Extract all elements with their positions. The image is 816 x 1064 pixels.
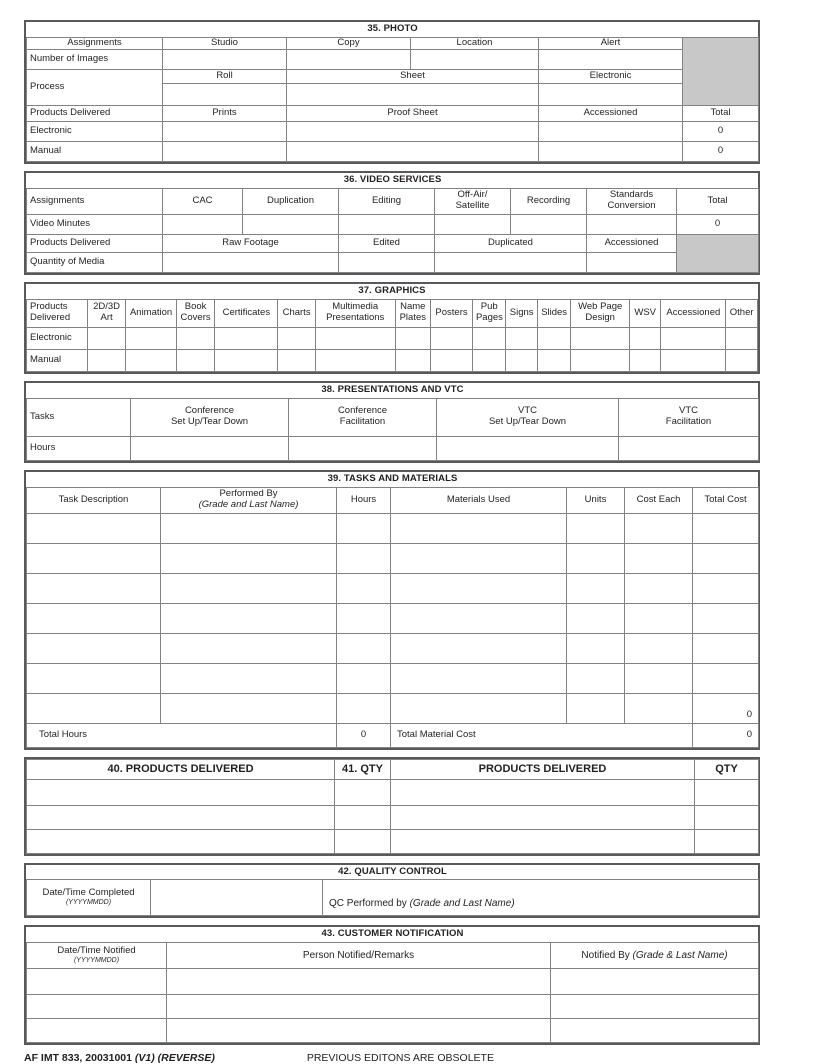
qc-performed-by-field[interactable] [323, 880, 759, 916]
graphics-cell-electronic-0[interactable] [87, 327, 126, 349]
tasks-cell-r6-c5[interactable] [625, 693, 693, 723]
notify-cell-r0-c0[interactable] [27, 969, 167, 995]
graphics-products-delivered-header [27, 299, 88, 327]
tasks-cell-r5-c2[interactable] [337, 663, 391, 693]
graphics-cell-manual-13[interactable] [661, 349, 726, 371]
video-shaded-block [677, 234, 759, 272]
graphics-col-3-l1: Certificates [222, 306, 271, 318]
tasks-total-hours-value: 0 [337, 723, 391, 747]
tasks-cell-r2-c4[interactable] [567, 573, 625, 603]
video-minutes-label: Video Minutes [27, 214, 163, 234]
tasks-cell-r5-c5[interactable] [625, 663, 693, 693]
notify-by-label: Notified By [581, 949, 633, 961]
tasks-cell-r1-c6[interactable] [693, 543, 759, 573]
notify-date-label-l2: (YYYYMMDD) [73, 957, 120, 965]
video-cell-minutes-standards[interactable] [587, 214, 677, 234]
tasks-cell-r6-c3[interactable] [391, 693, 567, 723]
tasks-row [27, 633, 759, 663]
tasks-cell-r1-c0[interactable] [27, 543, 161, 573]
photo-cell-images-copy[interactable] [287, 49, 411, 69]
photo-cell-process-electronic[interactable] [539, 83, 683, 105]
graphics-col-1 [126, 299, 176, 327]
products-col-delivered-title: PRODUCTS DELIVERED [391, 759, 695, 779]
photo-shaded-block [683, 37, 759, 105]
video-assignments-header: Assignments [27, 188, 163, 214]
tasks-cell-r2-c2[interactable] [337, 573, 391, 603]
graphics-cell-electronic-14[interactable] [726, 327, 758, 349]
graphics-col-13 [661, 299, 726, 327]
graphics-col-10-l1: Slides [541, 306, 568, 318]
presentations-tasks-label: Tasks [27, 398, 131, 436]
products-col-40-title: 40. PRODUCTS DELIVERED [27, 759, 335, 779]
section-37-title: 37. GRAPHICS [27, 284, 758, 299]
tasks-total-material-cost-label: Total Material Cost [391, 723, 693, 747]
photo-col-sheet: Sheet [287, 69, 539, 83]
qc-date-label-l1: Date/Time Completed [42, 887, 135, 899]
tasks-col-total-cost: Total Cost [693, 487, 759, 513]
video-col-offair-satellite [435, 188, 511, 214]
graphics-header-l2: Delivered [30, 312, 71, 324]
tasks-cell-r6-c0[interactable] [27, 693, 161, 723]
video-col-standards-l1: Standards [609, 189, 654, 201]
products-cell-r0-c2[interactable] [391, 779, 695, 805]
graphics-col-11-l2: Design [585, 312, 615, 324]
graphics-col-14-l1: Other [729, 306, 754, 318]
tasks-cell-r5-c1[interactable] [161, 663, 337, 693]
graphics-row-electronic-label: Electronic [27, 327, 88, 349]
graphics-cell-electronic-5[interactable] [315, 327, 395, 349]
notify-row [27, 969, 759, 995]
graphics-cell-electronic-9[interactable] [506, 327, 537, 349]
tasks-cell-r1-c3[interactable] [391, 543, 567, 573]
video-col-raw-footage: Raw Footage [163, 234, 339, 252]
tasks-row [27, 603, 759, 633]
photo-cell-electronic-accessioned[interactable] [539, 121, 683, 141]
graphics-col-9-l1: Signs [509, 306, 534, 318]
notify-cell-r1-c2[interactable] [551, 995, 759, 1019]
photo-cell-images-studio[interactable] [163, 49, 287, 69]
products-cell-r0-c0[interactable] [27, 779, 335, 805]
video-col-duplicated: Duplicated [435, 234, 587, 252]
graphics-cell-electronic-3[interactable] [215, 327, 278, 349]
video-col-edited: Edited [339, 234, 435, 252]
tasks-cell-r3-c1[interactable] [161, 603, 337, 633]
graphics-col-5-l2: Presentations [326, 312, 385, 324]
photo-cell-manual-prints[interactable] [163, 141, 287, 161]
products-row [27, 829, 759, 853]
photo-col-electronic: Electronic [539, 69, 683, 83]
graphics-col-0 [87, 299, 126, 327]
presentations-col-3-l1: VTC [679, 405, 698, 417]
video-col-total: Total [677, 188, 759, 214]
products-cell-r0-c3[interactable] [695, 779, 759, 805]
video-col-standards-conversion [587, 188, 677, 214]
photo-cell-process-roll[interactable] [163, 83, 287, 105]
notify-cell-r1-c0[interactable] [27, 995, 167, 1019]
video-cell-minutes-recording[interactable] [511, 214, 587, 234]
section-43-customer-notification [24, 925, 760, 1045]
video-col-cac [163, 188, 243, 214]
section-37-graphics [24, 282, 760, 374]
tasks-col-performed-by-l1: Performed By [219, 488, 278, 500]
products-col-qty-title: QTY [695, 759, 759, 779]
video-cell-qty-accessioned[interactable] [587, 252, 677, 272]
graphics-col-2-l2: Covers [180, 312, 211, 324]
tasks-cell-r0-c1[interactable] [161, 513, 337, 543]
tasks-cell-r1-c1[interactable] [161, 543, 337, 573]
section-42-quality-control [24, 863, 760, 919]
notify-row [27, 1019, 759, 1043]
graphics-cell-manual-1[interactable] [126, 349, 176, 371]
presentations-col-vtc-facilitation [619, 398, 759, 436]
tasks-cell-r4-c2[interactable] [337, 633, 391, 663]
photo-cell-electronic-prints[interactable] [163, 121, 287, 141]
photo-col-roll: Roll [163, 69, 287, 83]
tasks-cell-r3-c4[interactable] [567, 603, 625, 633]
graphics-col-9 [506, 299, 537, 327]
photo-cell-images-alert[interactable] [539, 49, 683, 69]
graphics-cell-electronic-7[interactable] [431, 327, 473, 349]
graphics-col-7 [431, 299, 473, 327]
graphics-col-6 [395, 299, 431, 327]
tasks-cell-r4-c0[interactable] [27, 633, 161, 663]
products-cell-r1-c3[interactable] [695, 805, 759, 829]
graphics-cell-electronic-1[interactable] [126, 327, 176, 349]
presentations-hours-label: Hours [27, 436, 131, 460]
tasks-cell-r1-c2[interactable] [337, 543, 391, 573]
form-footer [24, 1052, 760, 1064]
tasks-cell-r3-c6[interactable] [693, 603, 759, 633]
qc-performed-by-hint: (Grade and Last Name) [409, 897, 515, 909]
graphics-cell-manual-5[interactable] [315, 349, 395, 371]
graphics-header-l1: Products [30, 301, 68, 313]
video-cell-qty-duplicated[interactable] [435, 252, 587, 272]
notify-row [27, 995, 759, 1019]
tasks-cell-r2-c0[interactable] [27, 573, 161, 603]
presentations-cell-vtc-setup[interactable] [437, 436, 619, 460]
tasks-row [27, 693, 759, 723]
tasks-cell-r2-c3[interactable] [391, 573, 567, 603]
section-39-title: 39. TASKS AND MATERIALS [27, 472, 759, 487]
video-col-accessioned: Accessioned [587, 234, 677, 252]
video-col-offair-l2: Satellite [455, 200, 490, 212]
tasks-cell-r2-c6[interactable] [693, 573, 759, 603]
graphics-col-8 [472, 299, 506, 327]
graphics-cell-electronic-10[interactable] [537, 327, 571, 349]
tasks-cell-r6-c2[interactable] [337, 693, 391, 723]
tasks-cell-r4-c4[interactable] [567, 633, 625, 663]
graphics-col-11 [571, 299, 630, 327]
tasks-cell-r2-c1[interactable] [161, 573, 337, 603]
video-cell-qty-edited[interactable] [339, 252, 435, 272]
graphics-col-7-l1: Posters [435, 306, 468, 318]
section-38-title: 38. PRESENTATIONS AND VTC [27, 383, 759, 398]
tasks-row [27, 543, 759, 573]
graphics-cell-manual-8[interactable] [472, 349, 506, 371]
graphics-cell-manual-9[interactable] [506, 349, 537, 371]
tasks-row [27, 663, 759, 693]
tasks-cell-r4-c5[interactable] [625, 633, 693, 663]
tasks-cell-r3-c3[interactable] [391, 603, 567, 633]
qc-performed-by-label: QC Performed by [329, 897, 410, 909]
tasks-cell-r4-c3[interactable] [391, 633, 567, 663]
graphics-cell-electronic-6[interactable] [395, 327, 431, 349]
graphics-col-14 [726, 299, 758, 327]
graphics-cell-manual-10[interactable] [537, 349, 571, 371]
photo-process-label: Process [27, 69, 163, 105]
tasks-cell-r0-c3[interactable] [391, 513, 567, 543]
presentations-col-1-l1: Conference [337, 405, 388, 417]
graphics-cell-electronic-11[interactable] [571, 327, 630, 349]
graphics-col-4 [278, 299, 316, 327]
notify-date-time-label [27, 943, 167, 969]
tasks-total-material-cost-value: 0 [693, 723, 759, 747]
graphics-col-5 [315, 299, 395, 327]
notify-date-label-l1: Date/Time Notified [57, 945, 136, 957]
photo-cell-images-location[interactable] [411, 49, 539, 69]
graphics-col-3 [215, 299, 278, 327]
section-43-title: 43. CUSTOMER NOTIFICATION [27, 927, 759, 942]
graphics-cell-electronic-4[interactable] [278, 327, 316, 349]
graphics-col-0-l1: 2D/3D [93, 301, 121, 313]
notify-person-remarks-header [167, 943, 551, 969]
photo-cell-manual-proof[interactable] [287, 141, 539, 161]
graphics-cell-manual-0[interactable] [87, 349, 126, 371]
photo-products-delivered-label: Products Delivered [27, 105, 163, 121]
video-cell-minutes-offair[interactable] [435, 214, 511, 234]
video-cell-minutes-duplication[interactable] [243, 214, 339, 234]
tasks-row [27, 573, 759, 603]
footer-obsolete-notice: PREVIOUS EDITONS ARE OBSOLETE [306, 1052, 494, 1064]
graphics-row-manual-label: Manual [27, 349, 88, 371]
graphics-col-0-l2: Art [100, 312, 113, 324]
photo-col-proof-sheet: Proof Sheet [287, 105, 539, 121]
qc-date-time-completed-field[interactable] [151, 880, 323, 916]
photo-col-studio: Studio [163, 37, 287, 49]
products-cell-r1-c2[interactable] [391, 805, 695, 829]
tasks-cell-r3-c0[interactable] [27, 603, 161, 633]
tasks-cell-r5-c4[interactable] [567, 663, 625, 693]
presentations-col-2-l2: Set Up/Tear Down [488, 416, 567, 428]
tasks-col-performed-by [161, 487, 337, 513]
graphics-col-2 [176, 299, 215, 327]
tasks-cell-r6-c4[interactable] [567, 693, 625, 723]
presentations-col-2-l1: VTC [518, 405, 537, 417]
products-cell-r1-c0[interactable] [27, 805, 335, 829]
photo-col-alert: Alert [539, 37, 683, 49]
tasks-cell-r0-c2[interactable] [337, 513, 391, 543]
graphics-col-4-l1: Charts [282, 306, 311, 318]
section-36-video-services [24, 171, 760, 275]
video-cell-minutes-cac[interactable] [163, 214, 243, 234]
tasks-cell-r6-c1[interactable] [161, 693, 337, 723]
tasks-last-row-total-cost: 0 [693, 693, 759, 723]
section-40-products-delivered [24, 757, 760, 856]
notify-cell-r0-c1[interactable] [167, 969, 551, 995]
graphics-cell-electronic-13[interactable] [661, 327, 726, 349]
tasks-col-cost-each: Cost Each [625, 487, 693, 513]
products-cell-r2-c3[interactable] [695, 829, 759, 853]
graphics-col-10 [537, 299, 571, 327]
tasks-cell-r4-c6[interactable] [693, 633, 759, 663]
photo-col-prints: Prints [163, 105, 287, 121]
notify-by-hint: (Grade & Last Name) [632, 949, 728, 961]
photo-row-manual-label: Manual [27, 141, 163, 161]
video-col-editing [339, 188, 435, 214]
photo-col-copy: Copy [287, 37, 411, 49]
graphics-col-11-l1: Web Page [578, 301, 623, 313]
video-cell-qty-raw-footage[interactable] [163, 252, 339, 272]
video-minutes-total: 0 [677, 214, 759, 234]
video-col-duplication-l1: Duplication [267, 194, 314, 206]
photo-manual-total: 0 [683, 141, 759, 161]
tasks-col-materials-used: Materials Used [391, 487, 567, 513]
section-36-title: 36. VIDEO SERVICES [27, 173, 759, 188]
presentations-col-conference-setup [131, 398, 289, 436]
tasks-col-performed-by-l2: (Grade and Last Name) [198, 499, 299, 511]
tasks-cell-r0-c5[interactable] [625, 513, 693, 543]
tasks-cell-r3-c5[interactable] [625, 603, 693, 633]
tasks-cell-r5-c3[interactable] [391, 663, 567, 693]
graphics-col-5-l1: Multimedia [332, 301, 379, 313]
tasks-cell-r0-c0[interactable] [27, 513, 161, 543]
graphics-cell-manual-2[interactable] [176, 349, 215, 371]
tasks-cell-r1-c5[interactable] [625, 543, 693, 573]
notify-cell-r2-c2[interactable] [551, 1019, 759, 1043]
notify-person-label: Person Notified/Remarks [302, 949, 415, 961]
tasks-col-hours: Hours [337, 487, 391, 513]
presentations-col-vtc-setup [437, 398, 619, 436]
video-col-cac-l1: CAC [192, 194, 213, 206]
section-39-tasks-materials [24, 470, 760, 750]
notify-cell-r2-c1[interactable] [167, 1019, 551, 1043]
graphics-cell-manual-12[interactable] [630, 349, 661, 371]
graphics-col-13-l1: Accessioned [666, 306, 721, 318]
graphics-col-8-l1: Pub [480, 301, 498, 313]
products-cell-r2-c2[interactable] [391, 829, 695, 853]
qc-date-time-completed-label [27, 880, 151, 916]
notify-cell-r1-c1[interactable] [167, 995, 551, 1019]
presentations-col-0-l1: Conference [184, 405, 235, 417]
products-row [27, 805, 759, 829]
video-cell-minutes-editing[interactable] [339, 214, 435, 234]
tasks-cell-r1-c4[interactable] [567, 543, 625, 573]
video-col-recording-l1: Recording [526, 194, 571, 206]
section-38-presentations-vtc [24, 381, 760, 463]
tasks-row [27, 513, 759, 543]
presentations-cell-vtc-facilitation[interactable] [619, 436, 759, 460]
graphics-col-6-l2: Plates [399, 312, 426, 324]
graphics-col-6-l1: Name [400, 301, 426, 313]
graphics-cell-electronic-8[interactable] [472, 327, 506, 349]
photo-col-location: Location [411, 37, 539, 49]
products-col-41-title: 41. QTY [335, 759, 391, 779]
section-35-title: 35. PHOTO [27, 22, 759, 37]
graphics-col-12 [630, 299, 661, 327]
graphics-cell-electronic-12[interactable] [630, 327, 661, 349]
video-col-recording [511, 188, 587, 214]
graphics-cell-manual-14[interactable] [726, 349, 758, 371]
graphics-cell-manual-11[interactable] [571, 349, 630, 371]
notify-notified-by-header [551, 943, 759, 969]
presentations-col-0-l2: Set Up/Tear Down [170, 416, 249, 428]
tasks-col-units: Units [567, 487, 625, 513]
presentations-cell-conference-facilitation[interactable] [289, 436, 437, 460]
qc-date-label-l2: (YYYYMMDD) [65, 899, 112, 907]
section-42-title: 42. QUALITY CONTROL [27, 865, 759, 880]
photo-cell-manual-accessioned[interactable] [539, 141, 683, 161]
section-35-photo [24, 20, 760, 164]
video-col-standards-l2: Conversion [607, 200, 656, 212]
presentations-col-3-l2: Facilitation [665, 416, 712, 428]
products-cell-r0-c1[interactable] [335, 779, 391, 805]
products-cell-r2-c1[interactable] [335, 829, 391, 853]
presentations-col-conference-facilitation [289, 398, 437, 436]
products-cell-r1-c1[interactable] [335, 805, 391, 829]
graphics-cell-electronic-2[interactable] [176, 327, 215, 349]
photo-assignments-header: Assignments [27, 37, 163, 49]
graphics-col-1-l1: Animation [129, 306, 173, 318]
video-quantity-of-media-label: Quantity of Media [27, 252, 163, 272]
graphics-cell-manual-7[interactable] [431, 349, 473, 371]
notify-cell-r2-c0[interactable] [27, 1019, 167, 1043]
graphics-col-8-l2: Pages [475, 312, 503, 324]
products-row [27, 779, 759, 805]
tasks-cell-r3-c2[interactable] [337, 603, 391, 633]
graphics-col-12-l1: WSV [634, 306, 657, 318]
tasks-cell-r4-c1[interactable] [161, 633, 337, 663]
tasks-cell-r2-c5[interactable] [625, 573, 693, 603]
footer-form-number: AF IMT 833, 20031001 [24, 1052, 132, 1064]
tasks-cell-r0-c6[interactable] [693, 513, 759, 543]
photo-cell-electronic-proof[interactable] [287, 121, 539, 141]
footer-form-version: (V1) (REVERSE) [134, 1052, 215, 1064]
footer-form-id [24, 1052, 215, 1064]
tasks-total-hours-label: Total Hours [27, 723, 337, 747]
presentations-cell-conference-setup[interactable] [131, 436, 289, 460]
products-cell-r2-c0[interactable] [27, 829, 335, 853]
tasks-cell-r5-c0[interactable] [27, 663, 161, 693]
photo-col-total: Total [683, 105, 759, 121]
tasks-cell-r5-c6[interactable] [693, 663, 759, 693]
graphics-cell-manual-4[interactable] [278, 349, 316, 371]
graphics-cell-manual-3[interactable] [215, 349, 278, 371]
photo-cell-process-sheet[interactable] [287, 83, 539, 105]
photo-col-accessioned: Accessioned [539, 105, 683, 121]
video-products-delivered-label: Products Delivered [27, 234, 163, 252]
video-col-editing-l1: Editing [371, 194, 402, 206]
video-col-duplication [243, 188, 339, 214]
photo-electronic-total: 0 [683, 121, 759, 141]
graphics-col-2-l1: Book [184, 301, 207, 313]
photo-row-electronic-label: Electronic [27, 121, 163, 141]
graphics-cell-manual-6[interactable] [395, 349, 431, 371]
tasks-cell-r0-c4[interactable] [567, 513, 625, 543]
photo-number-of-images-label: Number of Images [27, 49, 163, 69]
tasks-col-task-description: Task Description [27, 487, 161, 513]
video-col-offair-l1: Off-Air/ [457, 189, 488, 201]
notify-cell-r0-c2[interactable] [551, 969, 759, 995]
presentations-col-1-l2: Facilitation [339, 416, 386, 428]
